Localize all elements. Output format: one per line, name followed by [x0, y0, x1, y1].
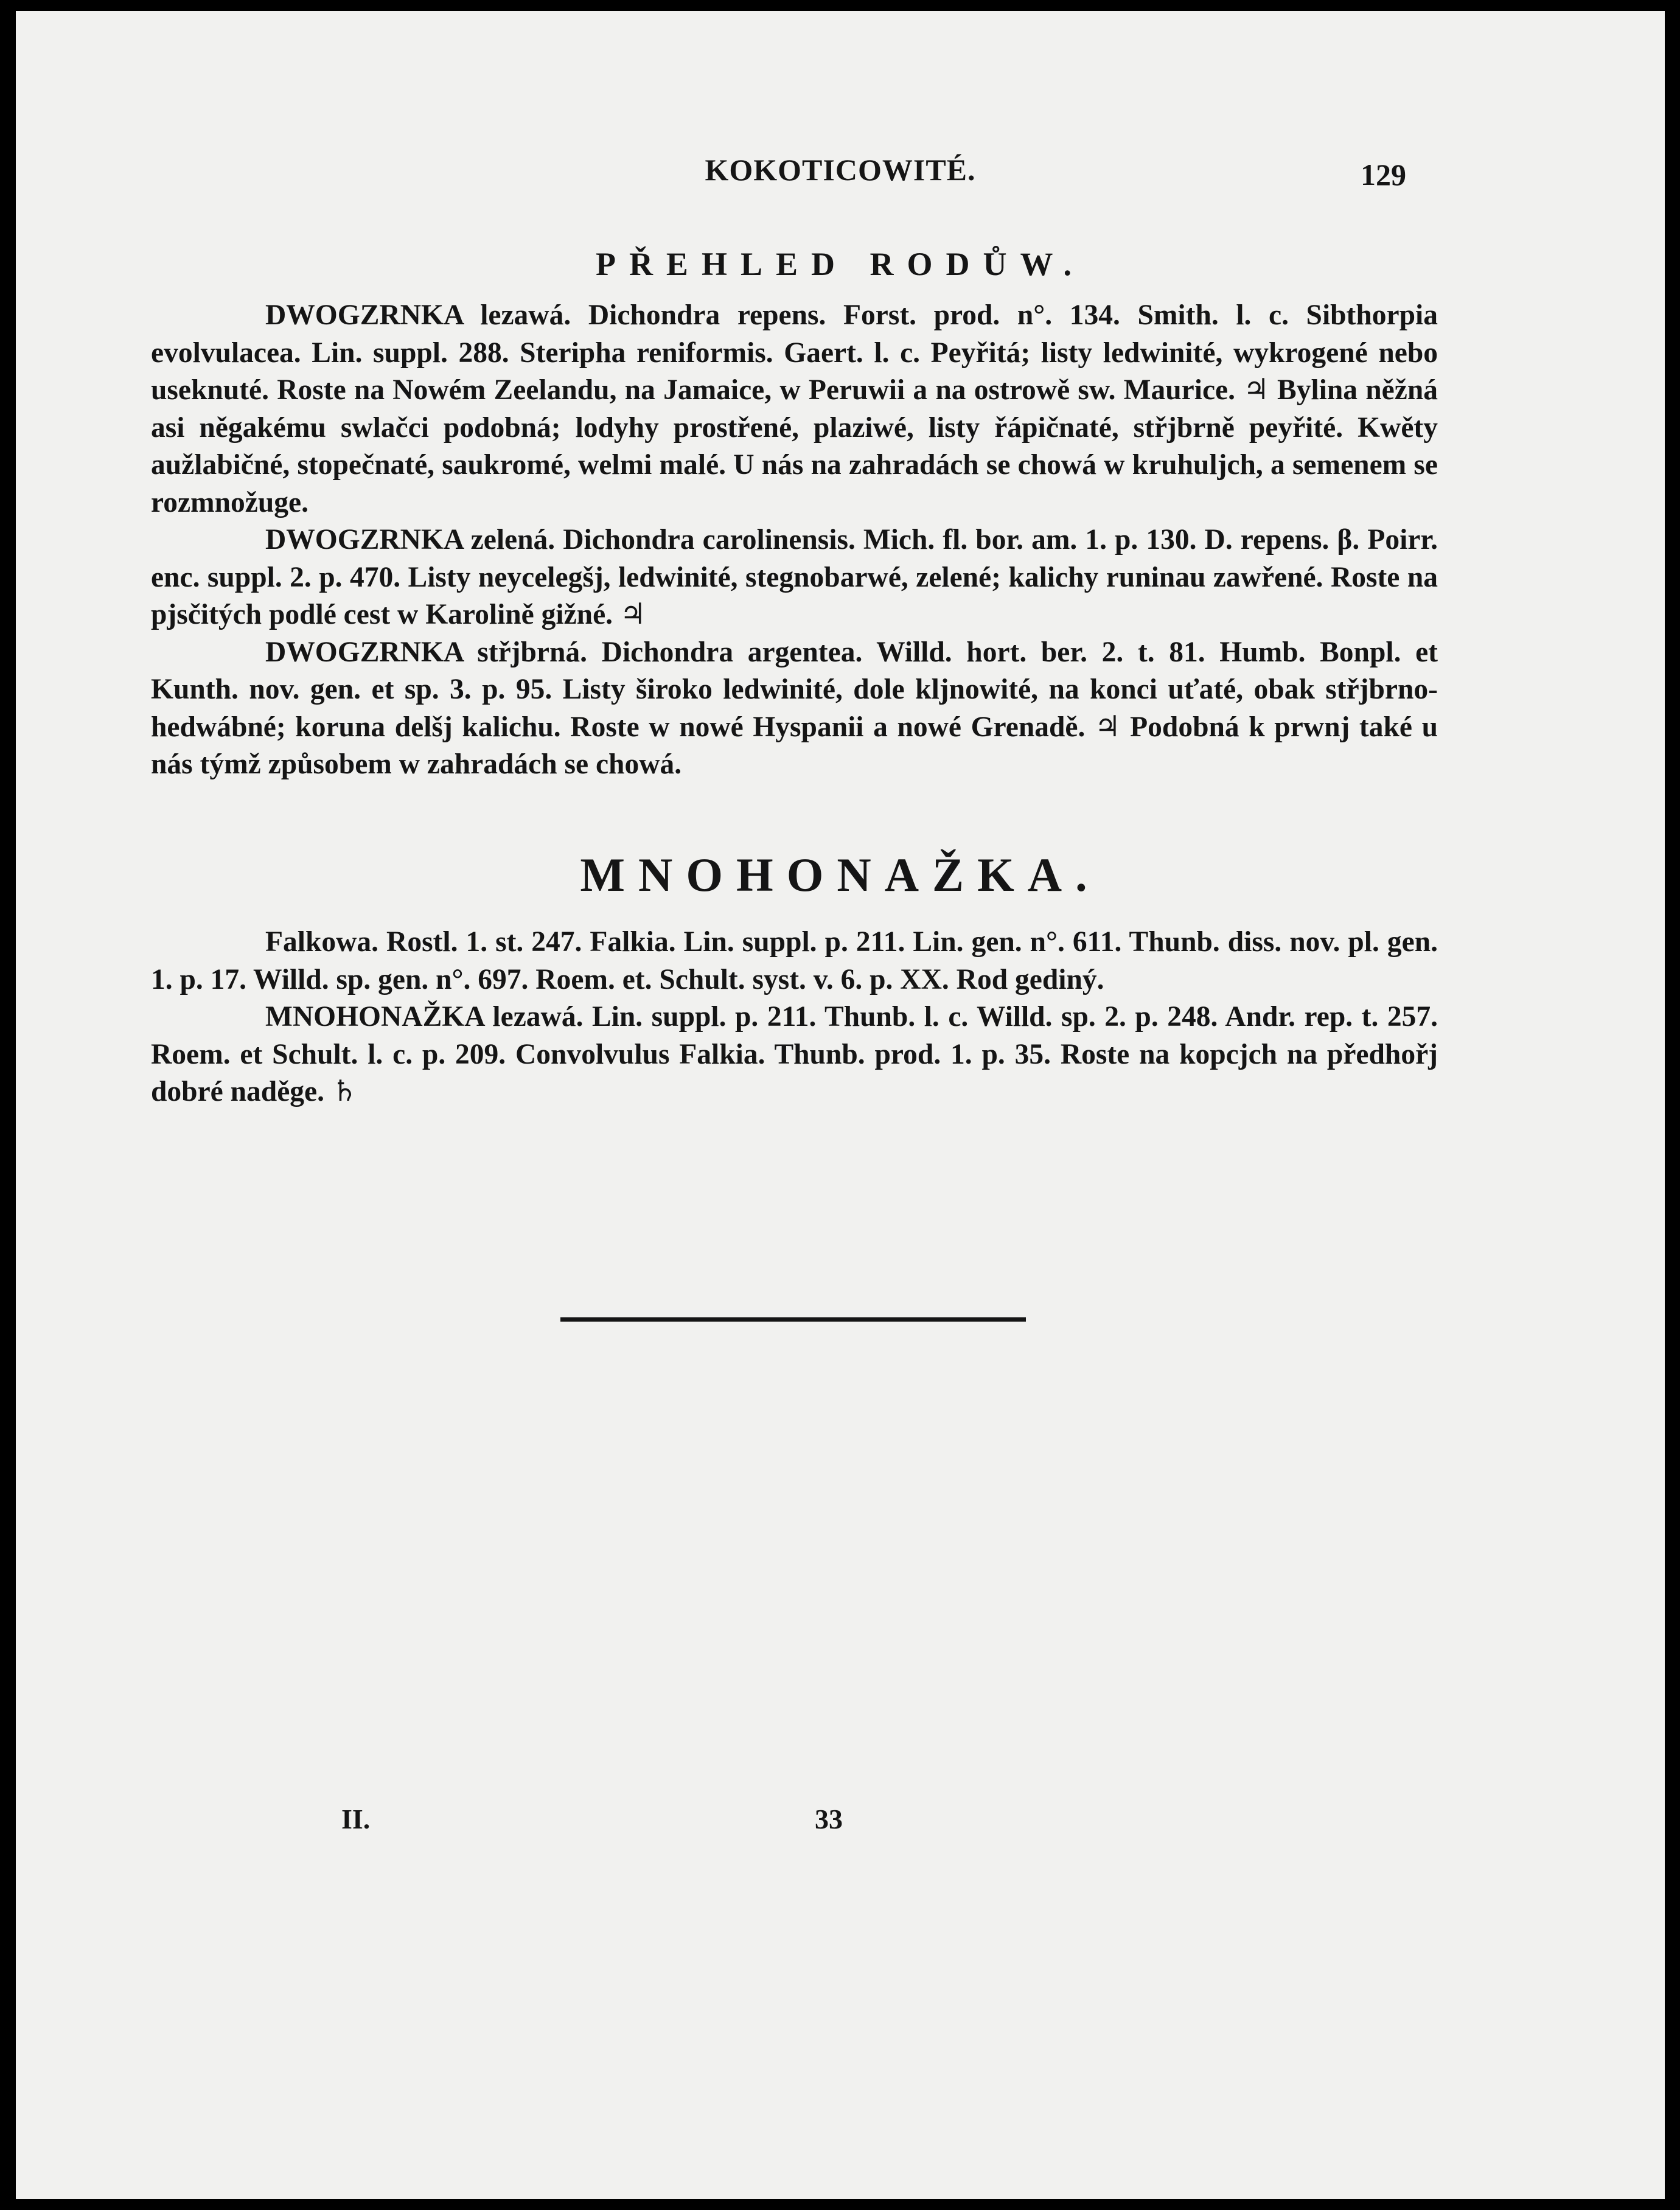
running-head: KOKOTICOWITÉ.	[705, 153, 976, 187]
genus-text	[151, 924, 1438, 1111]
sheet-number: 33	[815, 1804, 843, 1835]
entry-falkia-genus: Falkowa. Rostl. 1. st. 247. Falkia. Lin. suppl. p. 211. Lin. gen. n°. 611. Thunb. diss. nov. pl. gen. 1. p. 17. Willd. sp. gen. n°. 697. Roem. et. Schult. syst. v. 6. p. XX. Rod gediný.	[151, 926, 1438, 995]
genus-heading: MNOHONAŽKA.	[580, 848, 1101, 901]
entry-dichondra-argentea: DWOGZRNKA střjbrná. Dichondra argentea. Willd. hort. ber. 2. t. 81. Humb. Bonpl. et Kunth. nov. gen. et sp. 3. p. 95. Listy široko ledwinité, dole kljnowité, na konci uťaté, obak střjbrno-hedwábné; koruna delšj kalichu. Roste w nowé Hyspanii a nowé Grenadě. ♃ Podobná k prwnj také u nás týmž způsobem w zahradách se chowá.	[151, 636, 1438, 780]
page-number: 129	[1361, 158, 1406, 192]
overview-text	[151, 297, 1438, 784]
book-page	[16, 11, 1665, 2199]
section-divider	[560, 1317, 1026, 1322]
entry-dichondra-repens: DWOGZRNKA lezawá. Dichondra repens. Forst. prod. n°. 134. Smith. l. c. Sibthorpia evolvulacea. Lin. suppl. 288. Steripha reniformis. Gaert. l. c. Peyřitá; listy ledwinité, wykrogené nebo useknuté. Roste na Nowém Zeelandu, na Jamaice, w Peruwii a na ostrowě sw. Maurice. ♃ Bylina něžná asi něgakému swlačci podobná; lodyhy prostřené, plaziwé, listy řápičnaté, střjbrně peyřité. Kwěty aužlabičné, stopečnaté, saukromé, welmi malé. U nás na zahradách se chowá w kruhuljch, a semenem se rozmnožuge.	[151, 299, 1438, 518]
entry-falkia-repens: MNOHONAŽKA lezawá. Lin. suppl. p. 211. Thunb. l. c. Willd. sp. 2. p. 248. Andr. rep. t. 257. Roem. et Schult. l. c. p. 209. Convolvulus Falkia. Thunb. prod. 1. p. 35. Roste na kopcjch na předhořj dobré naděge. ♄	[151, 1001, 1438, 1107]
sheet-signature: II.	[341, 1804, 371, 1835]
overview-heading: PŘEHLED RODŮW.	[595, 246, 1086, 282]
entry-dichondra-carolinensis: DWOGZRNKA zelená. Dichondra carolinensis. Mich. fl. bor. am. 1. p. 130. D. repens. β. Poirr. enc. suppl. 2. p. 470. Listy neycelegšj, ledwinité, stegnobarwé, zelené; kalichy runinau zawřené. Roste na pjsčitých podlé cest w Karolině gižné. ♃	[151, 524, 1438, 630]
